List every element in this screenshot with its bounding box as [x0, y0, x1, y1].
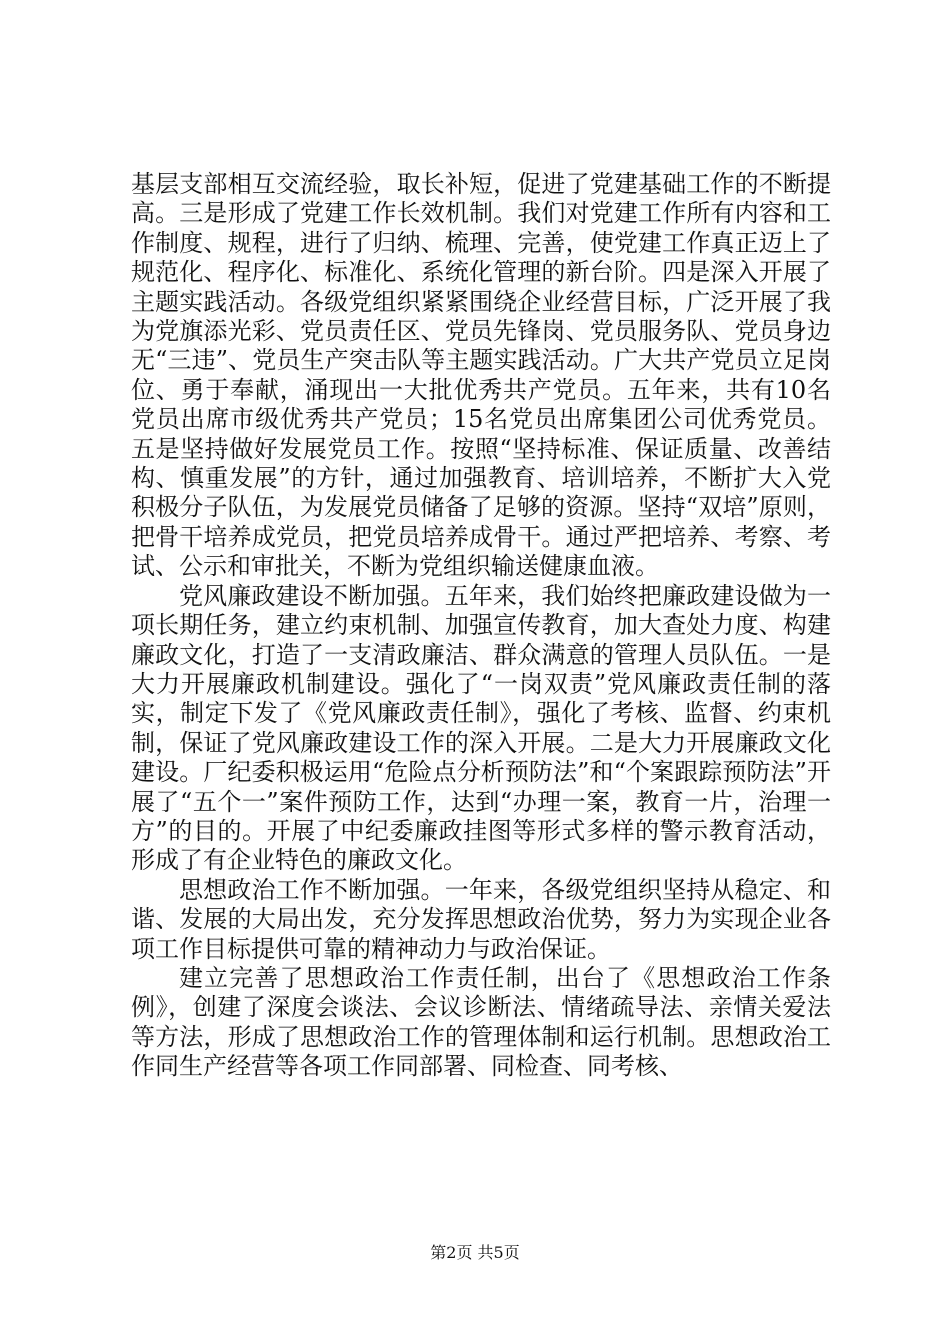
page-footer: [0, 1240, 950, 1263]
page-number-label: 第2页 共5页: [430, 1243, 520, 1262]
paragraph-3: 思想政治工作不断加强。一年来，各级党组织坚持从稳定、和谐、发展的大局出发，充分发挥思想政治优势，努力为实现企业各项工作目标提供可靠的精神动力与政治保证。: [131, 875, 831, 963]
document-body: [131, 170, 831, 1082]
paragraph-2: 党风廉政建设不断加强。五年来，我们始终把廉政建设做为一项长期任务，建立约束机制、加强宣传教育，加大查处力度、构建廉政文化，打造了一支清政廉洁、群众满意的管理人员队伍。一是大力开展廉政机制建设。强化了“一岗双责”党风廉政责任制的落实，制定下发了《党风廉政责任制》，强化了考核、监督、约束机制，保证了党风廉政建设工作的深入开展。二是大力开展廉政文化建设。厂纪委积极运用“危险点分析预防法”和“个案跟踪预防法”开展了“五个一”案件预防工作，达到“办理一案，教育一片，治理一方”的目的。开展了中纪委廉政挂图等形式多样的警示教育活动，形成了有企业特色的廉政文化。: [131, 581, 831, 875]
paragraph-1: 基层支部相互交流经验，取长补短，促进了党建基础工作的不断提高。三是形成了党建工作长效机制。我们对党建工作所有内容和工作制度、规程，进行了归纳、梳理、完善，使党建工作真正迈上了规范化、程序化、标准化、系统化管理的新台阶。四是深入开展了主题实践活动。各级党组织紧紧围绕企业经营目标，广泛开展了我为党旗添光彩、党员责任区、党员先锋岗、党员服务队、党员身边无“三违”、党员生产突击队等主题实践活动。广大共产党员立足岗位、勇于奉献，涌现出一大批优秀共产党员。五年来，共有10名党员出席市级优秀共产党员；15名党员出席集团公司优秀党员。五是坚持做好发展党员工作。按照“坚持标准、保证质量、改善结构、慎重发展”的方针，通过加强教育、培训培养，不断扩大入党积极分子队伍，为发展党员储备了足够的资源。坚持“双培”原则，把骨干培养成党员，把党员培养成骨干。通过严把培养、考察、考试、公示和审批关，不断为党组织输送健康血液。: [131, 170, 831, 581]
paragraph-4: 建立完善了思想政治工作责任制，出台了《思想政治工作条例》，创建了深度会谈法、会议诊断法、情绪疏导法、亲情关爱法等方法，形成了思想政治工作的管理体制和运行机制。思想政治工作同生产经营等各项工作同部署、同检查、同考核、: [131, 963, 831, 1081]
